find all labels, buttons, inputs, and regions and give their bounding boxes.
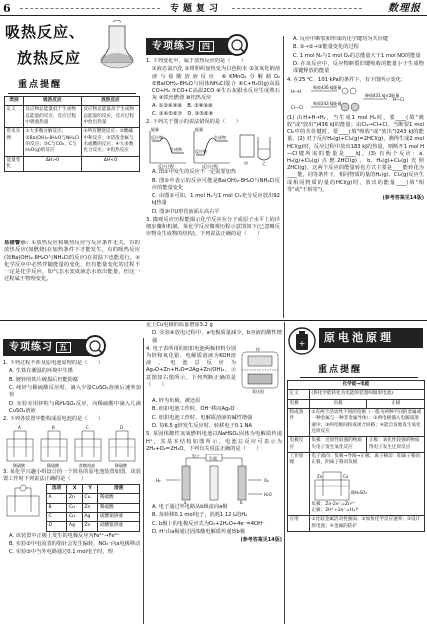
magnifier-icon [84, 335, 106, 357]
ex4-q4: 4. 在25 ℃、101 kPa的条件下，有下图所示变化： [287, 76, 407, 83]
bond-energy-figure [287, 85, 424, 115]
option: A. 锌为负极，被还原 [152, 397, 201, 404]
q-item: ⑥C+H₂O(g)高温CO+H₂ [152, 80, 280, 94]
cell-options-figure [3, 425, 141, 469]
galvanic-principle-table [287, 380, 425, 532]
working-principle-text: 电子流向：负极→导线→正极；离子移动：阳离子移向正极，阴离子移向负极 [311, 453, 421, 466]
ex5-q4: 4. 电子表所用的纽扣电池两极材料分别为锌和氧化银，电解质溶液为KOH溶液，电池总反应为Ag₂O+Zn+H₂O=2Ag+Zn(OH)₂，示意图如右图所示。下列判断正确的是（ ） [146, 345, 236, 388]
fig-label: O₂ [264, 478, 269, 484]
exercise-5-column-1 [3, 360, 141, 624]
ex4-q1-options [146, 103, 280, 117]
table-row [288, 452, 425, 515]
table-cell: 工作原理 [288, 452, 310, 515]
table-cell: 稀硫酸 [98, 503, 140, 512]
option: C. 实验③中当外电路通过0.1 mol电子时，理 [9, 549, 113, 556]
table-row [47, 503, 140, 512]
key-points-rule-left [8, 93, 136, 94]
table-cell: 反应物总能量低于生成物总能量的反应，反应过程中吸收热量 [23, 106, 81, 128]
option: A. 图①中发生的反应不一定需要加热 [152, 169, 237, 176]
ex5-q3-continued: 论上Cu电极的质量增加3.2 g [146, 322, 213, 328]
fig-label: B [52, 424, 55, 430]
energy-diagrams [146, 127, 280, 169]
table-cell: 反应物总能量高于生成物总能量的反应，反应过程中放出热量 [81, 106, 139, 128]
mistake-warning-text: ①放热反应和吸热反应与反应条件无关，有的放热反应(如燃烧)在加热条件下才能发生，有的吸热反应(如Ba(OH)₂·8H₂O与NH₄Cl的反应)在常温下也能进行。②化学反应中必然伴随能量的变化，但有能量变化的过程不一定是化学反应，如气态水变成液态水放出能量，但这一过程属于物理变化。 [4, 240, 140, 283]
fig-label: 生成物 [170, 147, 182, 153]
fig-label: Zn [317, 473, 323, 479]
ex4-q2: 2. 下列关于图示的说法错误的是（ ） [146, 118, 241, 125]
galvanic-table-title: 化学能→电能 [288, 381, 425, 390]
fig-label: H₂O [264, 492, 272, 498]
column-divider [143, 338, 144, 624]
option: B. 纽扣电池工作时，OH⁻移向Ag₂O [152, 406, 235, 413]
key-points-heading-right: 重点提醒 [318, 365, 363, 375]
fig-label: H₂ [156, 478, 161, 484]
battery-icon [287, 326, 317, 356]
fig-label: 蔗糖溶液 [79, 462, 95, 468]
column-divider [283, 36, 284, 318]
table-row [288, 399, 425, 408]
header-rule-right [232, 8, 362, 9]
ex4-answer-ref: (参考答案见14版) [382, 195, 424, 202]
exercise-5-column-2 [146, 322, 282, 624]
option: B. 图②中表示的反应可能是Ba(OH)₂·8H₂O与NH₄Cl反应的能量变化 [152, 177, 280, 191]
option: A. 反应中断裂和形成的化学键均为共价键 [293, 36, 388, 42]
table-cell: ①有两个活动性不同的电极（一般为两种不同的金属或一种金属与一种非金属导体）；②两电极插入电解质溶液中；③两电极间构成闭合回路；④能自发地发生氧化还原反应 [309, 408, 424, 436]
ex5-answer-ref: (参考答案见14版) [240, 537, 282, 544]
fig-label: 反应过程 [202, 164, 218, 170]
table-cell: ΔH>0 [23, 156, 81, 172]
galvanic-table-block [287, 380, 425, 624]
fig-label: 稀H₂SO₄ [351, 489, 368, 495]
page-header [0, 0, 427, 16]
column-divider [284, 322, 285, 624]
fig-label: 生成物 [214, 135, 226, 141]
fig-label: 氧化银 [252, 388, 264, 394]
table-row [47, 522, 140, 531]
fig-label: 吸收436 kJ能量 [313, 84, 342, 90]
option: C. 纯锌与稀硫酸反应时，滴入少量CuSO₄溶液后速率加快 [9, 385, 141, 399]
table-header-exothermic: 放热反应 [81, 97, 139, 106]
option: C. b极上的电极反应式为O₂+2H₂O+4e⁻=4OH⁻ [152, 520, 265, 527]
exercise-4-column-2 [287, 36, 424, 318]
fig-label: 锌 [256, 346, 260, 352]
table-cell: 硫酸铜溶液 [98, 513, 140, 522]
fig-label: Cu [343, 473, 349, 479]
ex4-q3: 3. 微观反应历程能揭示化学反应在分子或原子水平上的详细步骤和机制。某化学反应微观历程示意图如下(已忽略反应物及生成物的结构)。下列说法正确的是（ ） [146, 217, 280, 238]
option: C. 由图②可知，1 mol H₂与1 mol Cl₂充分反应放出92 kJ热量 [152, 193, 280, 207]
table-row [5, 128, 140, 156]
fig-label: a [184, 500, 187, 505]
option: B. ③⑧⑨⑩ [187, 103, 213, 110]
topic-title-block [3, 20, 141, 75]
table-cell: Zn [82, 522, 98, 531]
table-row [47, 494, 140, 503]
option: B. ①→②→③能量变化的过程 [293, 44, 359, 51]
ex4-q1: 1. 下列变化中，属于放热反应的是（ ） [146, 58, 246, 64]
q-item: ③氢氧化钠溶液与盐酸溶液反应 [152, 66, 280, 80]
galvanic-title: 原电池原理 [319, 328, 423, 348]
fig-label: b [240, 500, 243, 505]
table-cell: 能量变化 [5, 156, 24, 172]
header-rule-left [20, 8, 160, 9]
table-cell: 电极反应 [288, 437, 310, 453]
page-number: 6 [3, 2, 11, 15]
bond-energy-diagram [287, 85, 424, 115]
table-cell: 常见实例 [5, 128, 24, 156]
magnifier-icon [226, 34, 248, 56]
table-cell: 硝酸银溶液 [98, 522, 140, 531]
option: A. 生铁在潮湿的环境中生锈 [9, 368, 73, 375]
table-cell: B [47, 503, 67, 512]
table-cell: 电极 [288, 399, 310, 408]
table-header: 溶液 [98, 485, 140, 494]
fig-label: 反应过程 [158, 164, 174, 170]
exercise-5-banner [3, 339, 95, 356]
topic-title-line2: 放热反应 [17, 49, 82, 67]
ex5-q3-table [46, 484, 140, 532]
table-row [288, 408, 425, 436]
fig-label: 甲 [244, 161, 248, 167]
q-item: ②将胆矾加热变为白色粉末 [184, 66, 248, 73]
option: C. 1 mol N₂与1 mol O₂的总能量大于1 mol NO的能量 [293, 52, 421, 59]
table-cell: D [47, 522, 67, 531]
reaction-table-block [4, 96, 140, 238]
table-cell: A [47, 494, 67, 503]
table-header: X [67, 485, 83, 494]
fuel-cell-diagram [146, 454, 282, 504]
flask-illustration-icon [95, 20, 139, 72]
option: C. 纽扣电池工作时，电解质溶液的碱性增强 [152, 414, 253, 421]
table-cell: 正极 [367, 399, 425, 408]
table-cell: 负极：还原性较强的物质失电子发生氧化反应 [309, 437, 367, 453]
table-cell: ①大多数分解反应；②Ba(OH)₂·8H₂O与NH₄Cl的反应；③C与CO₂、C与H₂O(g)的反应 [23, 128, 81, 156]
ex5-q3: 3. 某化学兴趣小组设计的一个简易的原电池装置如图，该装置工作时下列说法正确的是（ ） [3, 468, 141, 482]
galvanic-title-block [287, 324, 425, 358]
key-points-heading-left: 重点提醒 [18, 80, 63, 90]
table-cell: ①所有燃烧反应；②酸碱中和反应；③活泼金属与水或酸的反应；④大多数化合反应；⑤铝热反应 [81, 128, 139, 156]
table-cell: Zn [82, 503, 98, 512]
table-cell: 构成条件 [288, 408, 310, 436]
ex4-q1-items [146, 66, 280, 102]
fig-label: 能量 [195, 127, 203, 133]
table-row [288, 390, 425, 399]
fig-label: 负载 [209, 456, 217, 462]
option: D. ③⑤⑥⑧ [187, 110, 214, 117]
fig-label: 能量 [151, 127, 159, 133]
fig-label: 电子 [192, 454, 200, 459]
fig-label: Cl—Cl [291, 104, 303, 110]
table-cell: Zn [67, 494, 83, 503]
q-item: ⑤Ba(OH)₂·8H₂O与固体NH₄Cl混合 [152, 80, 237, 87]
option: B. 镀锌的铁片破损后仍能防腐 [9, 376, 79, 383]
table-header: 选项 [47, 485, 67, 494]
fig-label: 乙 [262, 161, 266, 167]
fuel-cell-figure [146, 454, 282, 504]
table-cell: (将化学能转化为电能的装置叫做原电池) [309, 390, 424, 399]
galvanic-cell-options-figure [3, 425, 141, 469]
fig-label: 释放431 kJ×2能量 [365, 92, 400, 98]
exercise-5-number: 五 [56, 342, 71, 353]
header-brand: 数理报 [388, 3, 421, 14]
ex5-q1: 1. 下列过程不涉及原电池原理的是（ ） [3, 360, 103, 366]
table-cell: Cu [67, 513, 83, 522]
option: D. 实验④放电过程中，a电极质量减少，b容液的酸性增强 [152, 330, 282, 344]
fig-label: 稀硫酸 [47, 462, 59, 468]
reaction-comparison-table [4, 96, 140, 172]
q-item: ⑦CO+C高温2CO [171, 87, 215, 94]
q-item: ④KMnO₄分解制O₂ [221, 73, 280, 80]
fig-label: H—Cl [393, 96, 404, 102]
table-cell: Ag [82, 513, 98, 522]
ex5-q2: 2. 下列各装置中能构成原电池的是（ ） [3, 416, 103, 423]
table-cell: Cu [82, 494, 98, 503]
table-cell: 正极：氧化性较强的物质得电子发生还原反应 [367, 437, 425, 453]
table-cell: C [47, 513, 67, 522]
table-cell: 稀硫酸 [98, 494, 140, 503]
exercise-4-banner [146, 38, 238, 55]
table-cell: ①比较金属活动性强弱；②加快化学反应速率；③设计原电池；④金属的防护 [309, 516, 424, 532]
cathode-equation: 正极：2H⁺+2e⁻=H₂↑ [311, 507, 360, 513]
fig-label: C [86, 424, 89, 430]
option: C. ③④⑤⑥⑦ [152, 110, 183, 117]
option: D. H⁺由a极通过固体酸电解质传递到b极 [152, 529, 246, 536]
option: D. 每6.5 g锌发生反应时，转移电子0.1 NA [152, 422, 253, 429]
fig-label: 稀硫酸 [13, 462, 25, 468]
option: A. 电子通过外电路从b极流向a极 [152, 504, 228, 511]
table-cell: 应用 [288, 516, 310, 532]
option: A. ①③⑧⑨⑩ [152, 103, 183, 110]
svg-text:+: + [298, 339, 306, 348]
fig-label: 稀硫酸 [115, 462, 127, 468]
ex5-q4-block [146, 346, 282, 398]
ex5-q3-figure-table [3, 484, 141, 532]
exercise-4-column-1 [146, 58, 280, 316]
topic-title-line1: 吸热反应、 [5, 23, 86, 41]
table-row [288, 516, 425, 532]
table-header-endothermic: 吸热反应 [23, 97, 81, 106]
button-cell-figure [238, 346, 282, 398]
exercise-4-number: 四 [199, 41, 214, 52]
table-cell: ΔH<0 [81, 156, 139, 172]
mistake-warning [4, 240, 140, 306]
q-item: ①液态氯汽化 [152, 66, 184, 73]
q-item: ⑧生石灰跟水反应生成熟石灰 [152, 87, 280, 102]
fig-label: 反应物 [195, 149, 207, 155]
table-row [5, 156, 140, 172]
table-row [47, 513, 140, 522]
option: D. 实验室用锌粒与稀H₂SO₄反应，向稀硫酸中滴入几滴CuSO₄溶液 [9, 400, 141, 414]
table-cell: Ag [67, 522, 83, 531]
ex5-q5: 5. 某固体酸性氢氧燃料电池以NaHSO₄固体为电解质传递H⁺，其基本结构如图所示，电池总反应可表示为2H₂+O₂=2H₂O。下列有关说法正确的是（ ） [146, 431, 282, 452]
table-header-category: 类别 [5, 97, 24, 106]
ex4-q4-text: (1) 由H+H→H₂，当生成1 mol H₂时，要____(填"吸收"或"放出")436 kJ的能量；由Cl₂→Cl+Cl，当断裂1 mol Cl₂中的共价键时，要____(填"吸收"或"放出")243 kJ的能量。(2) 对于反应H₂(g)+Cl₂(g)=2HCl(g)，测得生成2 mol HCl(g)时，反应过程中放出183 kJ的热量，则断开1 mol H—Cl键所需的能量是____kJ。(3) 有两个反应：a. H₂(g)+Cl₂(g)点燃2HCl(g)，b. H₂(g)+Cl₂(g)光照2HCl(g)。这两个反应的能量转化方式主要是____能转化为____能，同等条件下，相同物质的量的H₂(g)、Cl₂(g)反应生成相同物质的量的HCl(g)时，放出的能量____(填"相等"或"不相等")。 [287, 114, 424, 193]
table-cell: Cu [67, 503, 83, 512]
fig-label: D [120, 424, 124, 430]
fig-label: 反应物 [151, 135, 163, 141]
table-cell: 定义 [288, 390, 310, 399]
anode-equation: 负极：Zn-2e⁻=Zn²⁺ [311, 501, 356, 507]
table-cell: 定义 [5, 106, 24, 128]
fig-label: A [18, 424, 21, 430]
exercise-4-title: 专项练习 [152, 41, 196, 52]
option: B. 实验②中电流表的指针会发生偏转，NO₃⁻向a电极移动 [9, 541, 141, 548]
option: D. 图③中U形管液面左高右平 [152, 208, 220, 215]
zn-cu-cell-figure [311, 468, 371, 502]
fig-label: H—H [291, 88, 302, 94]
table-cell: 负极 [309, 399, 367, 408]
q-item: ⑩铝热反应 [185, 95, 212, 102]
option: A. 该装置中正极上发生的电极反应为Fe²⁺→Fe³⁺ [9, 532, 120, 539]
q-item: ⑨铁丝燃烧 [158, 95, 185, 102]
option: D. 在该反应中，反应物断裂旧键吸收的能量小于生成物成键释放的能量 [293, 61, 424, 75]
simple-cell-figure [3, 484, 43, 518]
header-title: 专题复习 [170, 4, 223, 14]
table-cell [309, 452, 424, 515]
option: B. 每转移0.1 mol电子，消耗1.12 L的H₂ [152, 512, 248, 519]
section-divider [0, 320, 427, 321]
exercise-5-title: 专项练习 [9, 342, 53, 353]
mistake-warning-label: 易错警示： [4, 240, 32, 246]
energy-diagram-figure [146, 127, 280, 169]
table-header: Y [82, 485, 98, 494]
table-row [5, 106, 140, 128]
fig-label: 吸收243 kJ能量 [313, 100, 342, 106]
table-row [288, 437, 425, 453]
key-points-rule-right [300, 377, 418, 378]
